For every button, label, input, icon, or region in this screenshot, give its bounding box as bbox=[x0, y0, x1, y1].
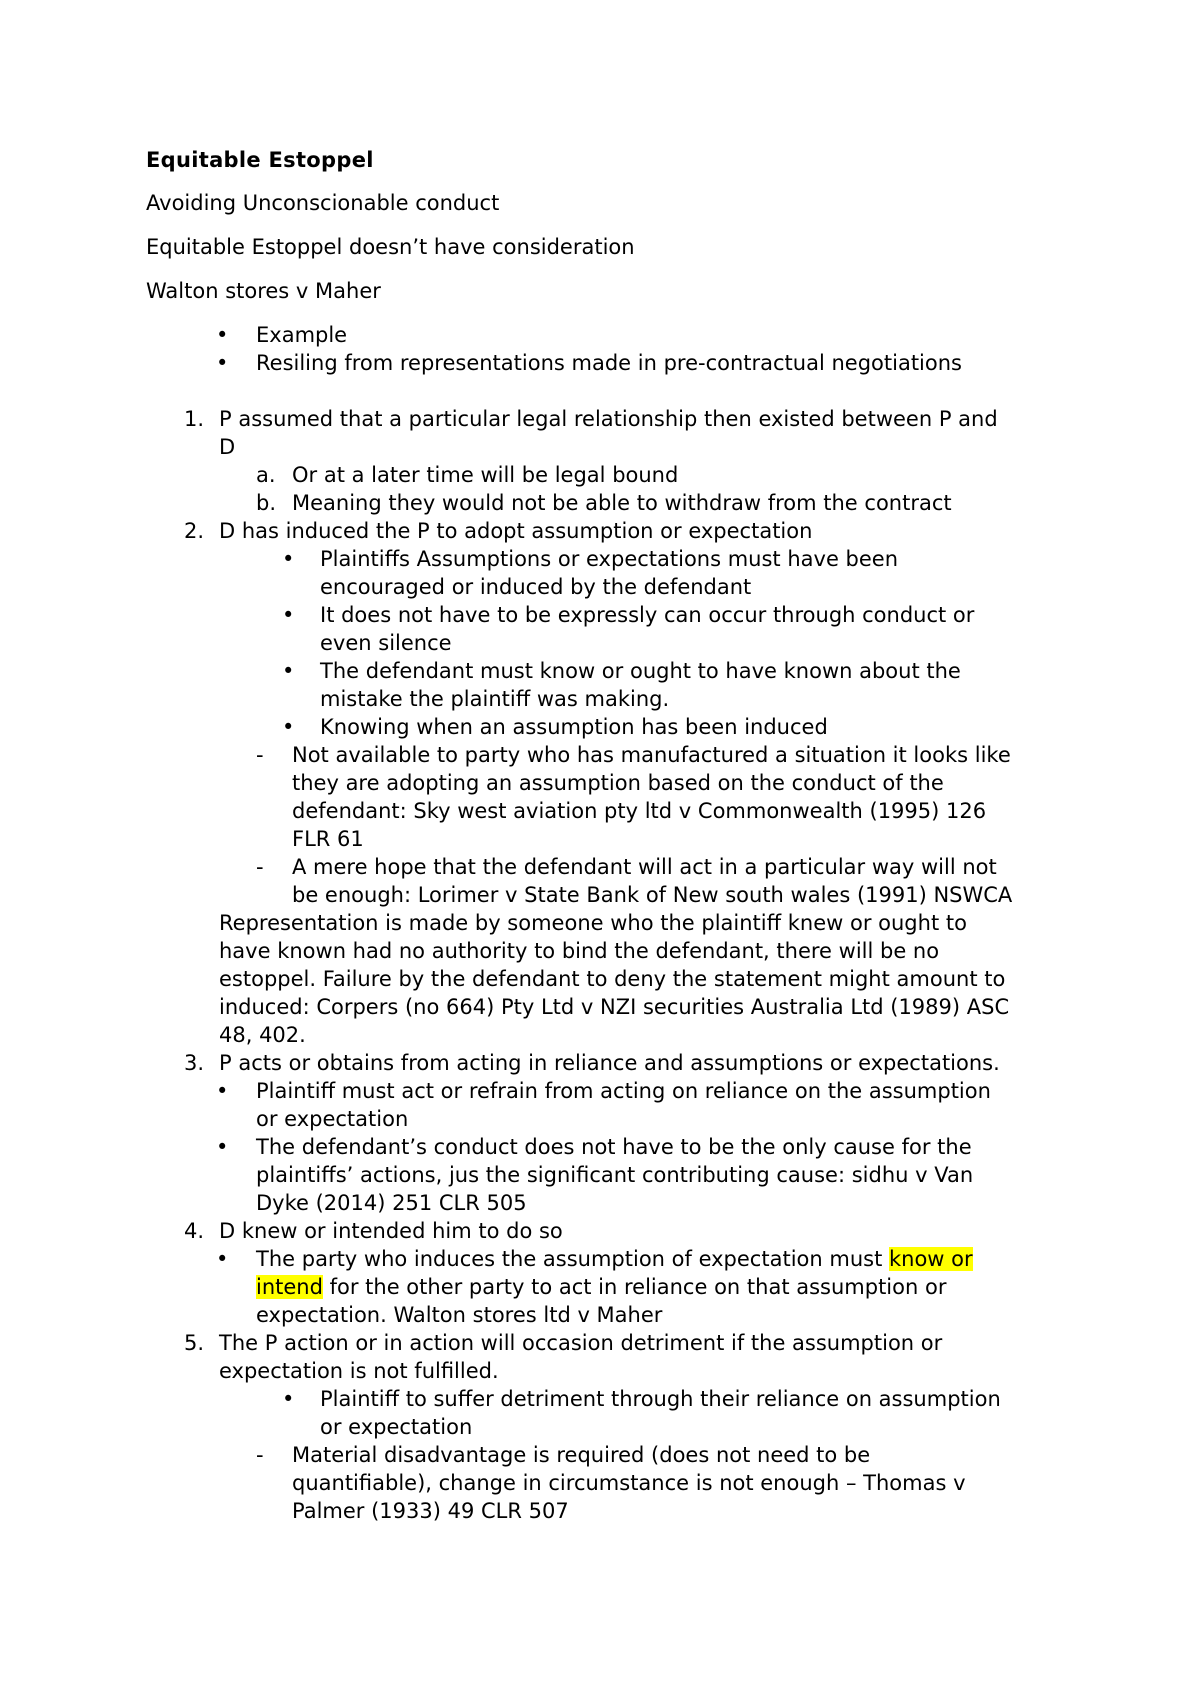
bullet-icon: • bbox=[282, 547, 295, 571]
bullet-item: The defendant must know or ought to have known about the bbox=[320, 659, 961, 683]
bullet-item: Plaintiff must act or refrain from acting on reliance on the assumption bbox=[256, 1079, 991, 1103]
highlighted-text: intend bbox=[256, 1275, 323, 1299]
list-marker: 2. bbox=[184, 519, 205, 543]
bullet-item: or expectation bbox=[256, 1107, 409, 1131]
paragraph-line: estoppel. Failure by the defendant to deny the statement might amount to bbox=[219, 967, 1006, 991]
bullet-icon: • bbox=[216, 1079, 229, 1103]
sub-item-text: Meaning they would not be able to withdraw from the contract bbox=[292, 491, 952, 515]
list-item-text: D has induced the P to adopt assumption or expectation bbox=[219, 519, 813, 543]
bullet-icon: • bbox=[216, 351, 229, 375]
paragraph-line: induced: Corpers (no 664) Pty Ltd v NZI securities Australia Ltd (1989) ASC bbox=[219, 995, 1010, 1019]
list-marker: 1. bbox=[184, 407, 205, 431]
dash-icon: - bbox=[256, 743, 264, 767]
bullet-item: Plaintiff to suffer detriment through their reliance on assumption bbox=[320, 1387, 1001, 1411]
sub-marker: a. bbox=[256, 463, 276, 487]
bullet-item bbox=[256, 1273, 946, 1301]
bullet-item: plaintiffs’ actions, jus the significant contributing cause: sidhu v Van bbox=[256, 1163, 974, 1187]
bullet-item: The defendant’s conduct does not have to be the only cause for the bbox=[256, 1135, 972, 1159]
list-item-text: D knew or intended him to do so bbox=[219, 1219, 563, 1243]
intro-line: Walton stores v Maher bbox=[146, 279, 381, 303]
bullet-item: encouraged or induced by the defendant bbox=[320, 575, 752, 599]
bullet-item: Example bbox=[256, 323, 348, 347]
list-item-text: The P action or in action will occasion detriment if the assumption or bbox=[219, 1331, 943, 1355]
bullet-icon: • bbox=[282, 715, 295, 739]
sub-marker: b. bbox=[256, 491, 277, 515]
bullet-item: or expectation bbox=[320, 1415, 473, 1439]
list-item-text: P acts or obtains from acting in reliance and assumptions or expectations. bbox=[219, 1051, 1000, 1075]
highlighted-text: know or bbox=[888, 1247, 973, 1271]
dash-icon: - bbox=[256, 855, 264, 879]
bullet-item: mistake the plaintiff was making. bbox=[320, 687, 670, 711]
list-marker: 5. bbox=[184, 1331, 205, 1355]
paragraph-line: 48, 402. bbox=[219, 1023, 306, 1047]
dash-item: quantifiable), change in circumstance is not enough – Thomas v bbox=[292, 1471, 966, 1495]
sub-item-text: Or at a later time will be legal bound bbox=[292, 463, 679, 487]
list-item-text: D bbox=[219, 435, 236, 459]
dash-item: A mere hope that the defendant will act in a particular way will not bbox=[292, 855, 997, 879]
bullet-item: even silence bbox=[320, 631, 452, 655]
dash-item: FLR 61 bbox=[292, 827, 364, 851]
paragraph-line: have known had no authority to bind the defendant, there will be no bbox=[219, 939, 940, 963]
bullet-icon: • bbox=[216, 323, 229, 347]
bullet-text: for the other party to act in reliance on that assumption or bbox=[322, 1275, 947, 1299]
bullet-item bbox=[256, 1245, 973, 1273]
list-marker: 4. bbox=[184, 1219, 205, 1243]
bullet-icon: • bbox=[216, 1135, 229, 1159]
document-title: Equitable Estoppel bbox=[146, 148, 374, 172]
list-marker: 3. bbox=[184, 1051, 205, 1075]
bullet-icon: • bbox=[282, 603, 295, 627]
bullet-icon: • bbox=[282, 1387, 295, 1411]
dash-item: Not available to party who has manufactured a situation it looks like bbox=[292, 743, 1011, 767]
paragraph-line: Representation is made by someone who the plaintiff knew or ought to bbox=[219, 911, 967, 935]
intro-line: Avoiding Unconscionable conduct bbox=[146, 191, 500, 215]
bullet-item: Knowing when an assumption has been induced bbox=[320, 715, 828, 739]
dash-item: be enough: Lorimer v State Bank of New south wales (1991) NSWCA bbox=[292, 883, 1013, 907]
dash-item: Material disadvantage is required (does not need to be bbox=[292, 1443, 871, 1467]
list-item-text: P assumed that a particular legal relationship then existed between P and bbox=[219, 407, 998, 431]
list-item-text: expectation is not fulfilled. bbox=[219, 1359, 499, 1383]
bullet-item: Resiling from representations made in pre-contractual negotiations bbox=[256, 351, 962, 375]
bullet-icon: • bbox=[282, 659, 295, 683]
bullet-icon: • bbox=[216, 1247, 229, 1271]
bullet-item: Dyke (2014) 251 CLR 505 bbox=[256, 1191, 527, 1215]
intro-line: Equitable Estoppel doesn’t have consideration bbox=[146, 235, 635, 259]
bullet-text: The party who induces the assumption of expectation must bbox=[256, 1247, 889, 1271]
bullet-item: Plaintiffs Assumptions or expectations must have been bbox=[320, 547, 899, 571]
bullet-item: It does not have to be expressly can occur through conduct or bbox=[320, 603, 975, 627]
dash-item: defendant: Sky west aviation pty ltd v Commonwealth (1995) 126 bbox=[292, 799, 987, 823]
bullet-item: expectation. Walton stores ltd v Maher bbox=[256, 1303, 663, 1327]
dash-item: Palmer (1933) 49 CLR 507 bbox=[292, 1499, 569, 1523]
dash-item: they are adopting an assumption based on the conduct of the bbox=[292, 771, 944, 795]
dash-icon: - bbox=[256, 1443, 264, 1467]
